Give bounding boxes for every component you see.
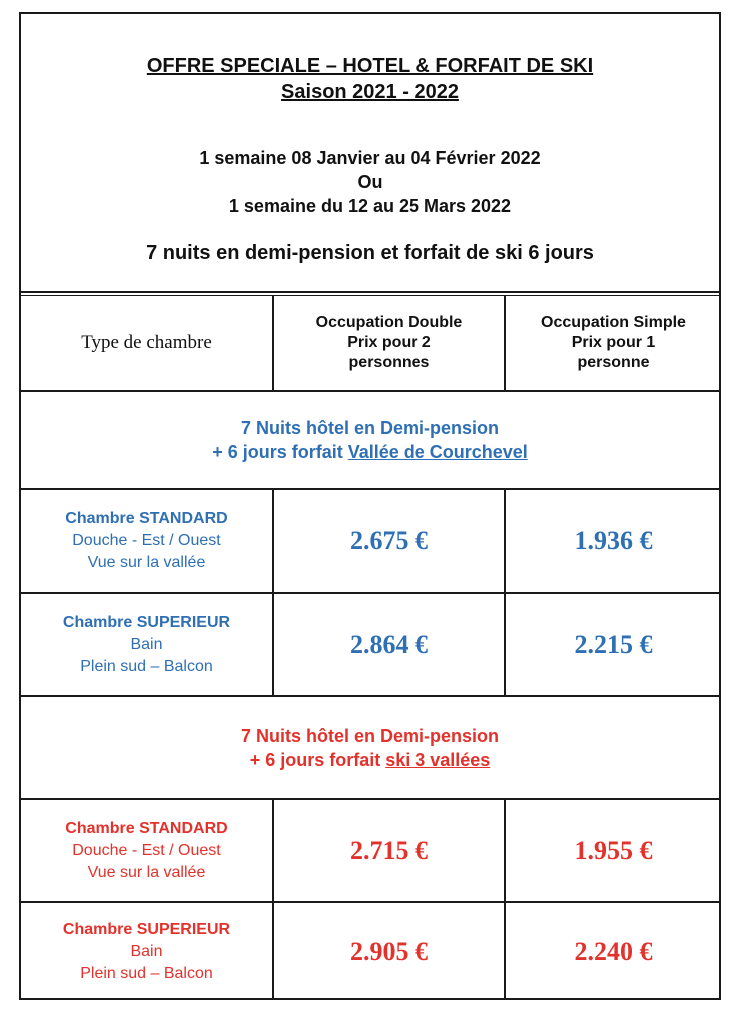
section-line-1: 7 Nuits hôtel en Demi-pension [240, 725, 500, 746]
room-detail: Vue sur la vallée [87, 554, 206, 571]
col-header-double-line: Prix pour 2 [347, 334, 431, 351]
room-detail: Plein sud – Balcon [80, 964, 213, 982]
room-detail: Bain [130, 942, 163, 960]
ski-area-name: ski 3 vallées [385, 749, 491, 770]
col-header-double [274, 296, 504, 390]
room-name: Chambre STANDARD [65, 510, 228, 527]
offer-title: OFFRE SPECIALE – HOTEL & FORFAIT DE SKI [146, 55, 594, 77]
room-detail: Bain [130, 635, 163, 653]
section-line-2-prefix: + 6 jours forfait [212, 442, 348, 462]
section-courchevel-header [21, 392, 719, 488]
room-detail: Douche - Est / Ouest [72, 841, 221, 859]
ski-area-name: Vallée de Courchevel [347, 442, 528, 462]
price-simple: 2.240 € [574, 936, 653, 966]
room-detail: Douche - Est / Ouest [72, 532, 221, 549]
price-simple: 1.955 € [574, 835, 653, 865]
price-double: 2.905 € [350, 936, 428, 966]
room-name: Chambre SUPERIEUR [62, 920, 231, 938]
section-line-2-prefix: + 6 jours forfait [249, 749, 386, 770]
period-1: 1 semaine 08 Janvier au 04 Février 2022 [199, 148, 541, 168]
price-double: 2.675 € [350, 526, 428, 555]
room-superieur-3-vallees [21, 903, 272, 1000]
room-name: Chambre SUPERIEUR [62, 613, 231, 631]
section-line-2 [250, 748, 491, 772]
price-double: 2.864 € [350, 629, 428, 659]
price-simple: 2.215 € [574, 629, 653, 659]
room-standard-courchevel [21, 490, 272, 592]
col-header-simple-line: Occupation Simple [541, 314, 686, 331]
col-header-double-line: personnes [348, 354, 430, 371]
price-double: 2.715 € [350, 835, 428, 865]
section-line-1: 7 Nuits hôtel en Demi-pension [240, 418, 500, 438]
room-detail: Vue sur la vallée [87, 863, 206, 881]
section-3-vallees-header [21, 697, 719, 798]
offer-header [21, 14, 719, 292]
period-separator: Ou [357, 172, 383, 192]
offer-document [19, 12, 721, 1000]
header-divider [21, 291, 719, 293]
section-line-2 [212, 440, 528, 464]
col-header-simple [506, 296, 721, 390]
price-simple: 1.936 € [574, 526, 653, 555]
col-header-simple-line: Prix pour 1 [571, 334, 656, 351]
room-standard-3-vallees [21, 800, 272, 901]
offer-summary: 7 nuits en demi-pension et forfait de ski 6 jours [146, 242, 594, 264]
col-header-double-line: Occupation Double [315, 314, 463, 331]
season-label: Saison 2021 - 2022 [281, 81, 459, 103]
room-name: Chambre STANDARD [65, 819, 228, 837]
col-header-room-type: Type de chambre [81, 332, 212, 353]
period-2: 1 semaine du 12 au 25 Mars 2022 [228, 196, 512, 216]
room-detail: Plein sud – Balcon [80, 657, 213, 675]
col-header-simple-line: personne [577, 354, 650, 371]
room-superieur-courchevel [21, 594, 272, 695]
